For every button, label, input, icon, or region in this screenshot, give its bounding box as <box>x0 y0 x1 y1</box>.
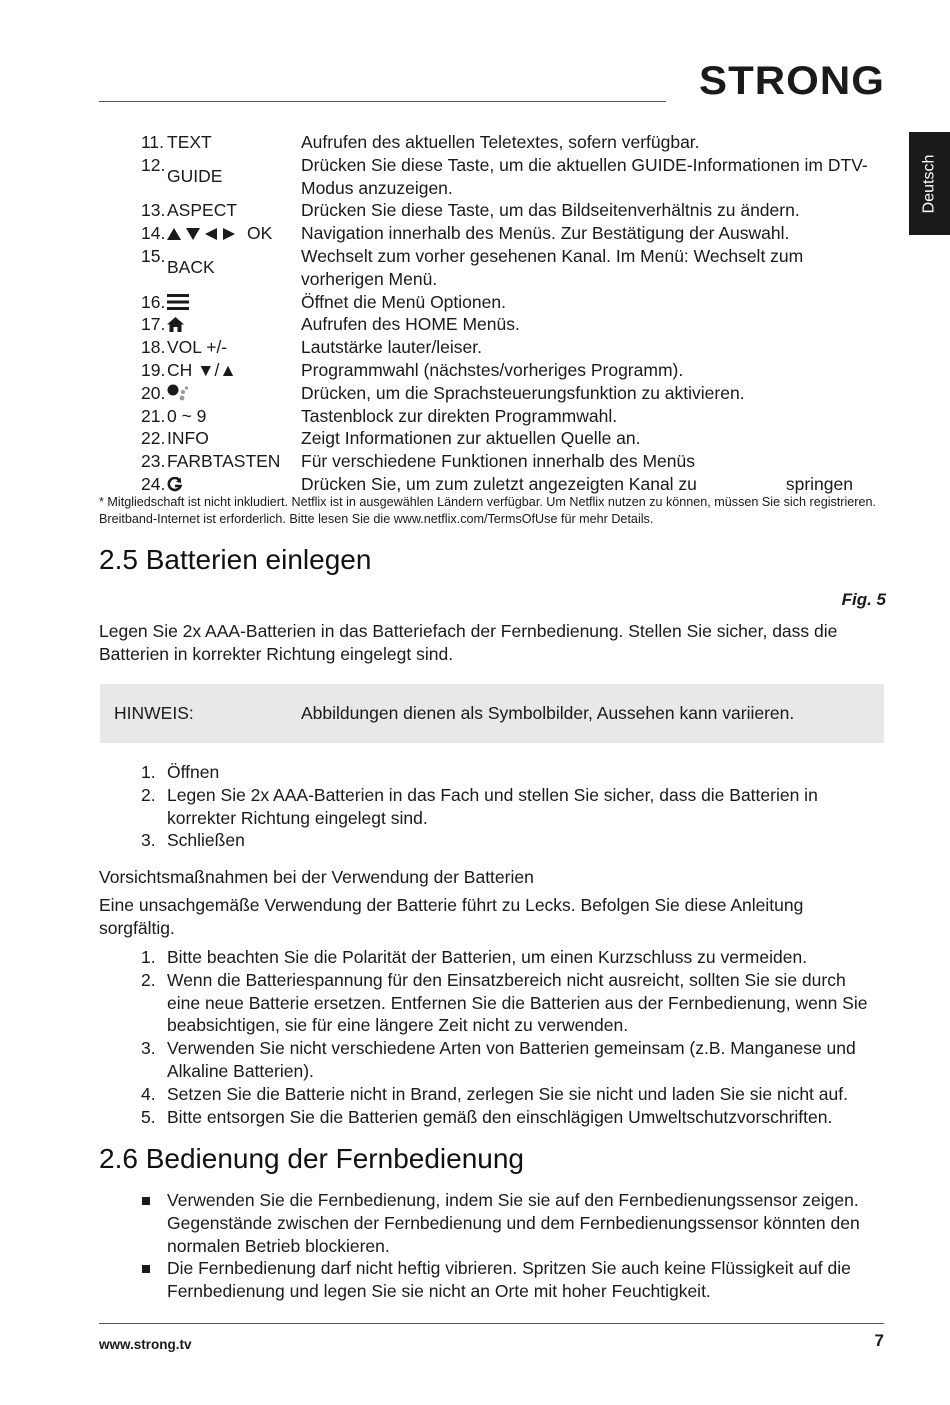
list-item: Die Fernbedienung darf nicht heftig vibrieren. Spritzen Sie auch keine Flüssigkeit auf die Fernbedienung und legen Sie sie nicht an Orte mit hoher Feuchtigkeit. <box>141 1257 881 1303</box>
menu-icon <box>167 294 189 310</box>
voice-assistant-icon <box>167 384 189 402</box>
key-row: 19. CH ▼/▲ Programmwahl (nächstes/vorheriges Programm). <box>141 359 684 380</box>
battery-intro: Legen Sie 2x AAA-Batterien in das Batteriefach der Fernbedienung. Stellen Sie sicher, dass die Batterien in korrekter Richtung eingelegt sind. <box>99 621 838 664</box>
key-row: 11. TEXT Aufrufen des aktuellen Teletextes, sofern verfügbar. <box>141 132 700 152</box>
key-row: 14. OK Navigation innerhalb des Menüs. Zur Bestätigung der Auswahl. <box>141 223 790 244</box>
key-row: 23. FARBTASTEN Für verschiedene Funktionen innerhalb des Menüs <box>141 451 695 472</box>
key-row: 21. 0 ~ 9 Tastenblock zur direkten Programmwahl. <box>141 405 618 426</box>
key-row: 16. Öffnet die Menü Optionen. <box>141 291 506 312</box>
remote-use-bullets <box>141 1189 881 1303</box>
arrow-keys-icon <box>167 227 241 241</box>
figure-label: Fig. 5 <box>841 590 886 609</box>
note-label: HINWEIS: <box>114 703 194 723</box>
remote-key-list <box>141 131 881 496</box>
battery-steps <box>141 761 881 852</box>
list-item: Verwenden Sie die Fernbedienung, indem Sie sie auf den Fernbedienungssensor zeigen. Gegenstände zwischen der Fernbedienung und dem Fernbedienungssensor könnten den normalen Betrieb blockieren. <box>141 1189 881 1257</box>
page-number: 7 <box>874 1331 884 1350</box>
list-item: 1. Bitte beachten Sie die Polarität der Batterien, um einen Kurzschluss zu vermeiden. <box>141 947 808 967</box>
list-item: 5. Bitte entsorgen Sie die Batterien gemäß den einschlägigen Umweltschutzvorschriften. <box>141 1106 833 1127</box>
key-row: 13. ASPECT Drücken Sie diese Taste, um das Bildseitenverhältnis zu ändern. <box>141 200 800 221</box>
key-row: 15. BACK Wechselt zum vorher gesehenen Kanal. Im Menü: Wechselt zum vorherigen Menü. <box>141 245 804 289</box>
language-tab-label: Deutsch <box>920 154 938 213</box>
home-icon <box>167 317 184 332</box>
note-text: Abbildungen dienen als Symbolbilder, Aussehen kann variieren. <box>301 703 795 723</box>
bullet-icon <box>141 1189 167 1257</box>
header-rule <box>99 101 666 102</box>
list-item: 2. Legen Sie 2x AAA-Batterien in das Fach und stellen Sie sicher, dass die Batterien in korrekter Richtung eingelegt sind. <box>141 784 818 828</box>
list-item: 2. Wenn die Batteriespannung für den Einsatzbereich nicht ausreicht, sollten Sie sie durch eine neue Batterie ersetzen. Entfernen Sie die Batterien aus der Fernbedienung, wenn Sie beabsichtigen, sie für eine längere Zeit nicht zu verwenden. <box>141 969 868 1036</box>
list-item: 4. Setzen Sie die Batterie nicht in Brand, zerlegen Sie sie nicht und laden Sie sie nicht auf. <box>141 1083 848 1104</box>
list-item: 3. Verwenden Sie nicht verschiedene Arten von Batterien gemeinsam (z.B. Manganese und Alkaline Batterien). <box>141 1038 856 1081</box>
key-row: 22. INFO Zeigt Informationen zur aktuellen Quelle an. <box>141 428 641 449</box>
key-row: 12. GUIDE Drücken Sie diese Taste, um die aktuellen GUIDE-Informationen im DTV-Modus anzuzeigen. <box>141 154 868 198</box>
key-row: 17. Aufrufen des HOME Menüs. <box>141 314 520 335</box>
list-item: 3. Schließen <box>141 830 245 851</box>
footer-url: www.strong.tv <box>99 1337 192 1352</box>
svg-text:STRONG: STRONG <box>699 59 885 100</box>
note-box <box>100 684 884 743</box>
footer-rule <box>99 1323 884 1324</box>
precautions-list <box>141 946 881 1128</box>
precautions-intro: Eine unsachgemäße Verwendung der Batterie führt zu Lecks. Befolgen Sie diese Anleitung sorgfältig. <box>99 895 804 938</box>
key-row: 20. Drücken, um die Sprachsteuerungsfunktion zu aktivieren. <box>141 382 745 403</box>
list-item: 1. Öffnen <box>141 762 220 782</box>
strong-logo <box>699 58 885 100</box>
last-channel-icon <box>167 477 182 492</box>
netflix-footnote: * Mitgliedschaft ist nicht inkludiert. Netflix ist in ausgewählen Ländern verfügbar. Um Netflix nutzen zu können, müssen Sie sich registrieren. Breitband-Internet ist erforderlich. Bitte lesen Sie die www.netflix.com/TermsOfUse für mehr Details. <box>99 495 876 526</box>
language-tab <box>909 132 950 235</box>
key-row: 24. Drücken Sie, um zum zuletzt angezeigten Kanal zu springen <box>141 473 853 494</box>
precautions-title: Vorsichtsmaßnahmen bei der Verwendung der Batterien <box>99 867 534 887</box>
section-heading-batteries: 2.5 Batterien einlegen <box>99 544 372 575</box>
section-heading-remote-use: 2.6 Bedienung der Fernbedienung <box>99 1143 525 1174</box>
key-row: 18. VOL +/- Lautstärke lauter/leiser. <box>141 337 482 358</box>
bullet-icon <box>141 1257 167 1303</box>
